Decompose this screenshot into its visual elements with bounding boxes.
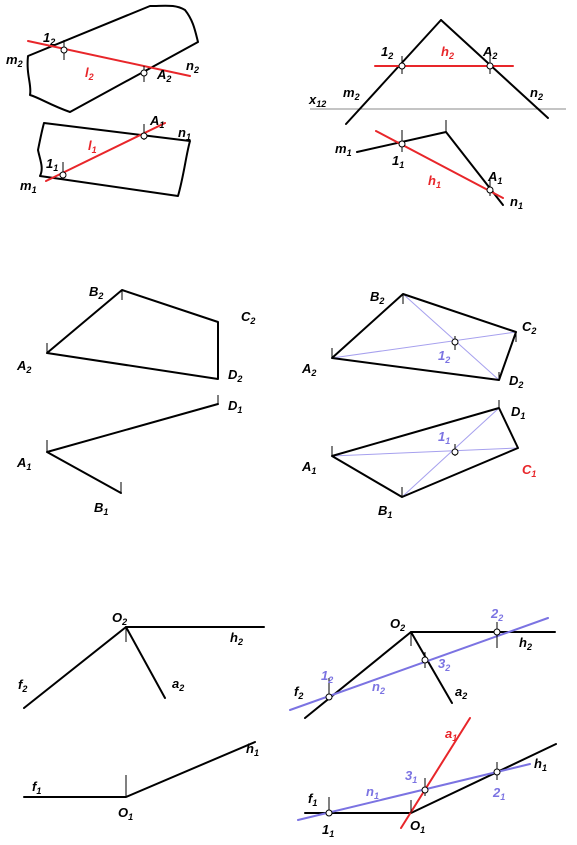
panel6-point-3-2 bbox=[422, 657, 428, 663]
panel6-point-3-1 bbox=[422, 787, 428, 793]
panel6-label-f2: $f_2$ bbox=[294, 684, 304, 701]
panel6-label-3-1: $3_1$ bbox=[405, 768, 418, 785]
panel6-label-1-1: $1_1$ bbox=[322, 822, 335, 839]
panel6-label-o1: $O_1$ bbox=[410, 818, 426, 835]
panel5-label-h1: $h_1$ bbox=[246, 741, 259, 758]
panel1-point-a1 bbox=[141, 133, 147, 139]
panel4-label-b1: $B_1$ bbox=[378, 503, 393, 520]
panel2-label-a1: $A_1$ bbox=[488, 169, 503, 186]
panel5-f2-h2-lines bbox=[24, 627, 264, 708]
panel4-label-1-2: $1_2$ bbox=[438, 348, 451, 365]
panel2-label-1-1: $1_1$ bbox=[392, 153, 405, 170]
panel3-horizontal-outline bbox=[47, 404, 218, 493]
panel4-point-1-2 bbox=[452, 339, 458, 345]
panel6-label-2-1: $2_1$ bbox=[493, 785, 506, 802]
panel3-label-d2: $D_2$ bbox=[228, 367, 243, 384]
panel6-point-1-2 bbox=[326, 694, 332, 700]
panel2-label-n1: $n_1$ bbox=[510, 194, 523, 211]
panel2-point-a1 bbox=[487, 187, 493, 193]
panel2-label-m1: $m_1$ bbox=[335, 141, 352, 158]
panel4-diag-b2d2 bbox=[403, 294, 499, 380]
panel3-label-d1: $D_1$ bbox=[228, 398, 243, 415]
panel4-diag-a1c1 bbox=[332, 448, 518, 456]
panel1-point-1-1 bbox=[60, 172, 66, 178]
panel-5-plane-given bbox=[18, 610, 264, 822]
panel4-label-a1: $A_1$ bbox=[302, 459, 317, 476]
panel1-label-m2: $m_2$ bbox=[6, 52, 23, 69]
panel1-point-1-2 bbox=[61, 47, 67, 53]
panel6-label-2-2: $2_2$ bbox=[491, 606, 504, 623]
panel6-point-2-2 bbox=[494, 629, 500, 635]
panel6-label-f1: $f_1$ bbox=[308, 791, 318, 808]
panel2-label-h2: $h_2$ bbox=[441, 44, 454, 61]
panel4-label-d1: $D_1$ bbox=[511, 404, 526, 421]
panel1-label-l2: $l_2$ bbox=[85, 65, 94, 82]
panel3-label-b1: $B_1$ bbox=[94, 500, 109, 517]
panel6-point-2-1 bbox=[494, 769, 500, 775]
panel1-label-1-2: $1_2$ bbox=[43, 30, 56, 47]
panel2-point-1-1 bbox=[399, 141, 405, 147]
panel3-label-c2: $C_2$ bbox=[241, 309, 256, 326]
panel4-label-d2: $D_2$ bbox=[509, 373, 524, 390]
panel4-label-c1: $C_1$ bbox=[522, 462, 537, 479]
panel5-label-h2: $h_2$ bbox=[230, 630, 243, 647]
panel2-label-n2: $n_2$ bbox=[530, 85, 543, 102]
panel6-label-3-2: $3_2$ bbox=[438, 656, 451, 673]
panel2-label-h1: $h_1$ bbox=[428, 173, 441, 190]
panel6-label-o2: $O_2$ bbox=[390, 616, 406, 633]
panel2-point-a2 bbox=[487, 63, 493, 69]
panel6-f2-h2-lines bbox=[305, 632, 555, 718]
panel5-label-o1: $O_1$ bbox=[118, 805, 134, 822]
panel1-label-a2: $A_2$ bbox=[157, 67, 172, 84]
panel6-label-a2: $a_2$ bbox=[455, 684, 468, 701]
panel4-diag-a2c2 bbox=[332, 332, 516, 358]
panel1-label-l1: $l_1$ bbox=[88, 138, 97, 155]
panel6-label-h1: $h_1$ bbox=[534, 756, 547, 773]
panel1-point-a2 bbox=[141, 70, 147, 76]
panel-3-quadrilateral-given bbox=[16, 284, 255, 517]
panel-4-quadrilateral-solved bbox=[301, 289, 536, 520]
panel4-frontal-outline bbox=[332, 294, 516, 380]
panel4-label-b2: $B_2$ bbox=[370, 289, 385, 306]
panel6-point-1-1 bbox=[326, 810, 332, 816]
panel3-label-a1: $A_1$ bbox=[17, 455, 32, 472]
panel6-label-n1: $n_1$ bbox=[366, 784, 379, 801]
panel5-f1-h1-lines bbox=[24, 742, 255, 797]
panel2-m2-line bbox=[346, 20, 441, 124]
panel-2-horizontal-in-plane bbox=[308, 20, 566, 211]
panel2-label-a2: $A_2$ bbox=[483, 44, 498, 61]
panel2-label-1-2: $1_2$ bbox=[381, 44, 394, 61]
panel5-label-f2: $f_2$ bbox=[18, 677, 28, 694]
panel2-n2-line bbox=[441, 20, 548, 118]
panel3-label-b2: $B_2$ bbox=[89, 284, 104, 301]
panel1-lower-outline bbox=[38, 123, 190, 196]
panel5-label-o2: $O_2$ bbox=[112, 610, 128, 627]
panel6-label-n2: $n_2$ bbox=[372, 679, 385, 696]
panel5-a2-line bbox=[126, 627, 165, 698]
panel5-label-f1: $f_1$ bbox=[32, 779, 42, 796]
panel1-label-n2: $n_2$ bbox=[186, 58, 199, 75]
panel1-label-n1: $n_1$ bbox=[178, 125, 191, 142]
panel-1-line-in-plane bbox=[6, 6, 199, 196]
panel5-label-a2: $a_2$ bbox=[172, 676, 185, 693]
panel4-label-c2: $C_2$ bbox=[522, 319, 537, 336]
panel6-label-1-2: $1_2$ bbox=[321, 668, 334, 685]
panel3-frontal-outline bbox=[47, 290, 218, 379]
panel4-label-a2: $A_2$ bbox=[302, 361, 317, 378]
panel1-label-a1: $A_1$ bbox=[150, 113, 165, 130]
panel2-point-1-2 bbox=[399, 63, 405, 69]
panel2-label-x12: $x_{12}$ bbox=[309, 92, 327, 109]
panel-6-plane-solved bbox=[290, 606, 556, 839]
panel4-point-1-1 bbox=[452, 449, 458, 455]
panel1-label-1-1: $1_1$ bbox=[46, 156, 59, 173]
panel4-label-1-1: $1_1$ bbox=[438, 429, 451, 446]
panel1-label-m1: $m_1$ bbox=[20, 178, 37, 195]
panel3-label-a2: $A_2$ bbox=[17, 358, 32, 375]
panel6-f1-h1-lines bbox=[305, 744, 556, 813]
panel2-label-m2: $m_2$ bbox=[343, 85, 360, 102]
panel6-label-a1: $a_1$ bbox=[445, 726, 458, 743]
panel6-label-h2: $h_2$ bbox=[519, 635, 532, 652]
